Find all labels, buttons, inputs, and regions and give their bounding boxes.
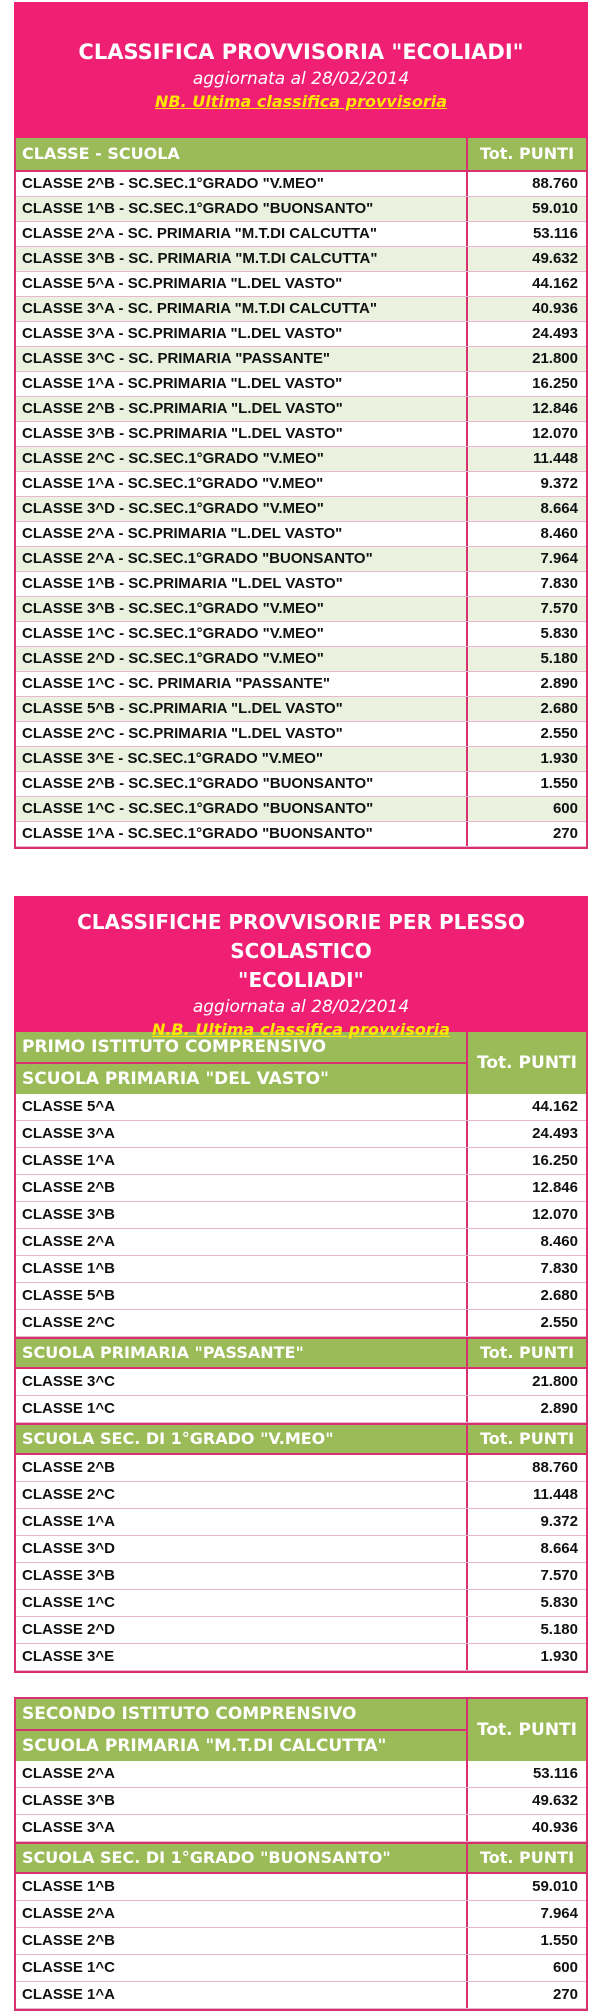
table-row xyxy=(16,1874,586,1901)
points-value: 2.890 xyxy=(540,675,578,692)
points-value: 7.570 xyxy=(540,1567,578,1584)
points-value: 21.800 xyxy=(532,350,578,367)
class-name: CLASSE 3^B - SC.PRIMARIA "L.DEL VASTO" xyxy=(16,422,468,446)
points-value: 2.550 xyxy=(540,1314,578,1331)
class-name: CLASSE 1^A xyxy=(16,1148,468,1174)
class-name: CLASSE 2^C xyxy=(16,1482,468,1508)
school-rows xyxy=(16,1094,586,1337)
points-value: 8.460 xyxy=(540,525,578,542)
points-value: 270 xyxy=(552,825,578,842)
table-row xyxy=(16,597,586,622)
table-row xyxy=(16,497,586,522)
table-row xyxy=(16,647,586,672)
table-row xyxy=(16,797,586,822)
header-points: Tot. PUNTI xyxy=(477,1053,577,1073)
points-value: 600 xyxy=(552,1959,578,1976)
points-value: 59.010 xyxy=(532,200,578,217)
table-row xyxy=(16,1369,586,1396)
primo-istituto-header xyxy=(16,1032,586,1094)
school-header xyxy=(16,1337,586,1369)
table-row xyxy=(16,747,586,772)
table-row xyxy=(16,672,586,697)
table-row xyxy=(16,222,586,247)
class-name: CLASSE 3^A - SC.PRIMARIA "L.DEL VASTO" xyxy=(16,322,468,346)
table-row xyxy=(16,1617,586,1644)
points-value: 1.930 xyxy=(540,1648,578,1665)
class-name: CLASSE 1^B - SC.PRIMARIA "L.DEL VASTO" xyxy=(16,572,468,596)
class-name: CLASSE 3^E xyxy=(16,1644,468,1670)
class-name: CLASSE 1^B xyxy=(16,1256,468,1282)
points-value: 7.964 xyxy=(540,550,578,567)
school-name: SCUOLA SEC. DI 1°GRADO "BUONSANTO" xyxy=(16,1844,468,1872)
class-name: CLASSE 2^B - SC.SEC.1°GRADO "V.MEO" xyxy=(16,172,468,196)
points-value: 5.180 xyxy=(540,1621,578,1638)
points-value: 5.830 xyxy=(540,625,578,642)
table-row xyxy=(16,397,586,422)
class-name: CLASSE 3^B xyxy=(16,1788,468,1814)
class-name: CLASSE 3^B - SC. PRIMARIA "M.T.DI CALCUTTA" xyxy=(16,247,468,271)
class-name: CLASSE 3^A - SC. PRIMARIA "M.T.DI CALCUTTA" xyxy=(16,297,468,321)
points-value: 8.664 xyxy=(540,500,578,517)
table-row xyxy=(16,1788,586,1815)
table-row xyxy=(16,1148,586,1175)
ranking-table-header xyxy=(16,138,586,172)
table-row xyxy=(16,172,586,197)
plesso-updated: aggiornata al 28/02/2014 xyxy=(192,997,410,1017)
class-name: CLASSE 5^B xyxy=(16,1283,468,1309)
points-value: 2.680 xyxy=(540,700,578,717)
plesso-banner xyxy=(14,896,588,1039)
class-name: CLASSE 2^A xyxy=(16,1761,468,1787)
table-row xyxy=(16,1482,586,1509)
points-value: 5.830 xyxy=(540,1594,578,1611)
class-name: CLASSE 1^B xyxy=(16,1874,468,1900)
points-value: 59.010 xyxy=(532,1878,578,1895)
table-row xyxy=(16,247,586,272)
header-points: Tot. PUNTI xyxy=(479,144,575,163)
class-name: CLASSE 1^A - SC.SEC.1°GRADO "BUONSANTO" xyxy=(16,822,468,846)
class-name: CLASSE 2^A - SC.SEC.1°GRADO "BUONSANTO" xyxy=(16,547,468,571)
table-row xyxy=(16,1455,586,1482)
class-name: CLASSE 1^C - SC.SEC.1°GRADO "BUONSANTO" xyxy=(16,797,468,821)
class-name: CLASSE 2^B xyxy=(16,1175,468,1201)
class-name: CLASSE 2^A - SC.PRIMARIA "L.DEL VASTO" xyxy=(16,522,468,546)
class-name: CLASSE 3^A xyxy=(16,1815,468,1841)
table-row xyxy=(16,522,586,547)
class-name: CLASSE 3^B xyxy=(16,1563,468,1589)
points-value: 12.846 xyxy=(532,1179,578,1196)
institute-name: SECONDO ISTITUTO COMPRENSIVO xyxy=(16,1699,466,1731)
points-value: 16.250 xyxy=(532,1152,578,1169)
table-row xyxy=(16,1202,586,1229)
class-name: CLASSE 1^A xyxy=(16,1509,468,1535)
points-value: 40.936 xyxy=(532,300,578,317)
points-value: 12.070 xyxy=(532,425,578,442)
table-row xyxy=(16,697,586,722)
table-row xyxy=(16,1229,586,1256)
class-name: CLASSE 2^B xyxy=(16,1455,468,1481)
points-value: 2.680 xyxy=(540,1287,578,1304)
primo-istituto-table xyxy=(14,1032,588,1673)
points-value: 1.930 xyxy=(540,750,578,767)
class-name: CLASSE 2^B xyxy=(16,1928,468,1954)
class-name: CLASSE 1^C - SC. PRIMARIA "PASSANTE" xyxy=(16,672,468,696)
points-value: 24.493 xyxy=(532,325,578,342)
class-name: CLASSE 3^C xyxy=(16,1369,468,1395)
header-points: Tot. PUNTI xyxy=(479,1429,575,1448)
points-value: 7.570 xyxy=(540,600,578,617)
table-row xyxy=(16,1955,586,1982)
plesso-title-line1: CLASSIFICHE PROVVISORIE PER PLESSO SCOLASTICO xyxy=(77,910,525,963)
table-row xyxy=(16,1121,586,1148)
ranking-table xyxy=(14,138,588,849)
school-rows xyxy=(16,1874,586,2009)
class-name: CLASSE 2^A xyxy=(16,1229,468,1255)
class-name: CLASSE 1^B - SC.SEC.1°GRADO "BUONSANTO" xyxy=(16,197,468,221)
ranking-banner xyxy=(14,2,588,138)
points-value: 1.550 xyxy=(540,775,578,792)
class-name: CLASSE 2^B - SC.SEC.1°GRADO "BUONSANTO" xyxy=(16,772,468,796)
table-row xyxy=(16,1396,586,1423)
class-name: CLASSE 1^C - SC.SEC.1°GRADO "V.MEO" xyxy=(16,622,468,646)
points-value: 49.632 xyxy=(532,1792,578,1809)
class-name: CLASSE 2^D - SC.SEC.1°GRADO "V.MEO" xyxy=(16,647,468,671)
class-name: CLASSE 1^A - SC.PRIMARIA "L.DEL VASTO" xyxy=(16,372,468,396)
table-row xyxy=(16,372,586,397)
table-row xyxy=(16,1590,586,1617)
table-row xyxy=(16,447,586,472)
header-class-school: CLASSE - SCUOLA xyxy=(16,138,468,170)
class-name: CLASSE 3^E - SC.SEC.1°GRADO "V.MEO" xyxy=(16,747,468,771)
class-name: CLASSE 3^D - SC.SEC.1°GRADO "V.MEO" xyxy=(16,497,468,521)
points-value: 9.372 xyxy=(540,475,578,492)
points-value: 5.180 xyxy=(540,650,578,667)
points-value: 53.116 xyxy=(532,225,578,242)
class-name: CLASSE 3^C - SC. PRIMARIA "PASSANTE" xyxy=(16,347,468,371)
class-name: CLASSE 2^A xyxy=(16,1901,468,1927)
table-row xyxy=(16,272,586,297)
table-row xyxy=(16,347,586,372)
header-points: Tot. PUNTI xyxy=(479,1343,575,1362)
class-name: CLASSE 5^A - SC.PRIMARIA "L.DEL VASTO" xyxy=(16,272,468,296)
ranking-section xyxy=(14,2,588,849)
points-value: 600 xyxy=(552,800,578,817)
header-points: Tot. PUNTI xyxy=(477,1720,577,1740)
points-value: 2.550 xyxy=(540,725,578,742)
table-row xyxy=(16,822,586,847)
points-value: 7.830 xyxy=(540,1260,578,1277)
points-value: 88.760 xyxy=(532,175,578,192)
points-value: 2.890 xyxy=(540,1400,578,1417)
points-value: 11.448 xyxy=(532,450,578,467)
ranking-updated: aggiornata al 28/02/2014 xyxy=(192,69,410,89)
table-row xyxy=(16,1175,586,1202)
points-value: 11.448 xyxy=(532,1486,578,1503)
plesso-section xyxy=(14,896,588,1673)
school-name: SCUOLA PRIMARIA "DEL VASTO" xyxy=(22,1069,329,1089)
points-value: 8.664 xyxy=(540,1540,578,1557)
table-row xyxy=(16,1283,586,1310)
points-value: 21.800 xyxy=(532,1373,578,1390)
ranking-title: CLASSIFICA PROVVISORIA "ECOLIADI" xyxy=(78,40,524,64)
table-row xyxy=(16,322,586,347)
plesso-title-line2: "ECOLIADI" xyxy=(238,968,364,992)
points-value: 16.250 xyxy=(532,375,578,392)
school-name: SCUOLA PRIMARIA "M.T.DI CALCUTTA" xyxy=(22,1736,387,1756)
table-row xyxy=(16,572,586,597)
table-row xyxy=(16,1310,586,1337)
school-header xyxy=(16,1842,586,1874)
secondo-istituto-table xyxy=(14,1699,588,2011)
class-name: CLASSE 3^B xyxy=(16,1202,468,1228)
points-value: 88.760 xyxy=(532,1459,578,1476)
table-row xyxy=(16,422,586,447)
points-value: 40.936 xyxy=(532,1819,578,1836)
table-row xyxy=(16,1928,586,1955)
secondo-istituto-section xyxy=(14,1697,588,2011)
table-row xyxy=(16,1563,586,1590)
points-value: 44.162 xyxy=(532,275,578,292)
class-name: CLASSE 5^A xyxy=(16,1094,468,1120)
secondo-istituto-header xyxy=(16,1699,586,1761)
class-name: CLASSE 1^A xyxy=(16,1982,468,2008)
table-row xyxy=(16,1761,586,1788)
ranking-note: NB. Ultima classifica provvisoria xyxy=(155,92,447,111)
class-name: CLASSE 2^C xyxy=(16,1310,468,1336)
table-row xyxy=(16,772,586,797)
school-rows xyxy=(16,1761,586,1842)
table-row xyxy=(16,622,586,647)
table-row xyxy=(16,1256,586,1283)
school-rows xyxy=(16,1369,586,1423)
table-row xyxy=(16,1509,586,1536)
table-row xyxy=(16,472,586,497)
table-row xyxy=(16,1536,586,1563)
class-name: CLASSE 1^C xyxy=(16,1955,468,1981)
class-name: CLASSE 3^B - SC.SEC.1°GRADO "V.MEO" xyxy=(16,597,468,621)
class-name: CLASSE 2^B - SC.PRIMARIA "L.DEL VASTO" xyxy=(16,397,468,421)
points-value: 8.460 xyxy=(540,1233,578,1250)
table-row xyxy=(16,1644,586,1671)
points-value: 9.372 xyxy=(540,1513,578,1530)
class-name: CLASSE 2^A - SC. PRIMARIA "M.T.DI CALCUTTA" xyxy=(16,222,468,246)
points-value: 1.550 xyxy=(540,1932,578,1949)
institute-name: PRIMO ISTITUTO COMPRENSIVO xyxy=(16,1032,466,1064)
points-value: 44.162 xyxy=(532,1098,578,1115)
class-name: CLASSE 3^A xyxy=(16,1121,468,1147)
table-row xyxy=(16,1094,586,1121)
school-header xyxy=(16,1423,586,1455)
class-name: CLASSE 1^A - SC.SEC.1°GRADO "V.MEO" xyxy=(16,472,468,496)
table-row xyxy=(16,197,586,222)
points-value: 49.632 xyxy=(532,250,578,267)
table-row xyxy=(16,1901,586,1928)
points-value: 24.493 xyxy=(532,1125,578,1142)
class-name: CLASSE 3^D xyxy=(16,1536,468,1562)
points-value: 12.846 xyxy=(532,400,578,417)
class-name: CLASSE 1^C xyxy=(16,1396,468,1422)
points-value: 7.964 xyxy=(540,1905,578,1922)
header-points: Tot. PUNTI xyxy=(479,1848,575,1867)
school-rows xyxy=(16,1455,586,1671)
points-value: 7.830 xyxy=(540,575,578,592)
class-name: CLASSE 1^C xyxy=(16,1590,468,1616)
class-name: CLASSE 2^D xyxy=(16,1617,468,1643)
points-value: 53.116 xyxy=(532,1765,578,1782)
plesso-note: N.B. Ultima classifica provvisoria xyxy=(151,1020,451,1039)
table-row xyxy=(16,297,586,322)
points-value: 12.070 xyxy=(532,1206,578,1223)
table-row xyxy=(16,547,586,572)
table-row xyxy=(16,1815,586,1842)
class-name: CLASSE 5^B - SC.PRIMARIA "L.DEL VASTO" xyxy=(16,697,468,721)
points-value: 270 xyxy=(552,1986,578,2003)
class-name: CLASSE 2^C - SC.SEC.1°GRADO "V.MEO" xyxy=(16,447,468,471)
table-row xyxy=(16,1982,586,2009)
school-name: SCUOLA PRIMARIA "PASSANTE" xyxy=(16,1339,468,1367)
table-row xyxy=(16,722,586,747)
school-name: SCUOLA SEC. DI 1°GRADO "V.MEO" xyxy=(16,1425,468,1453)
class-name: CLASSE 2^C - SC.PRIMARIA "L.DEL VASTO" xyxy=(16,722,468,746)
ranking-rows xyxy=(16,172,586,847)
